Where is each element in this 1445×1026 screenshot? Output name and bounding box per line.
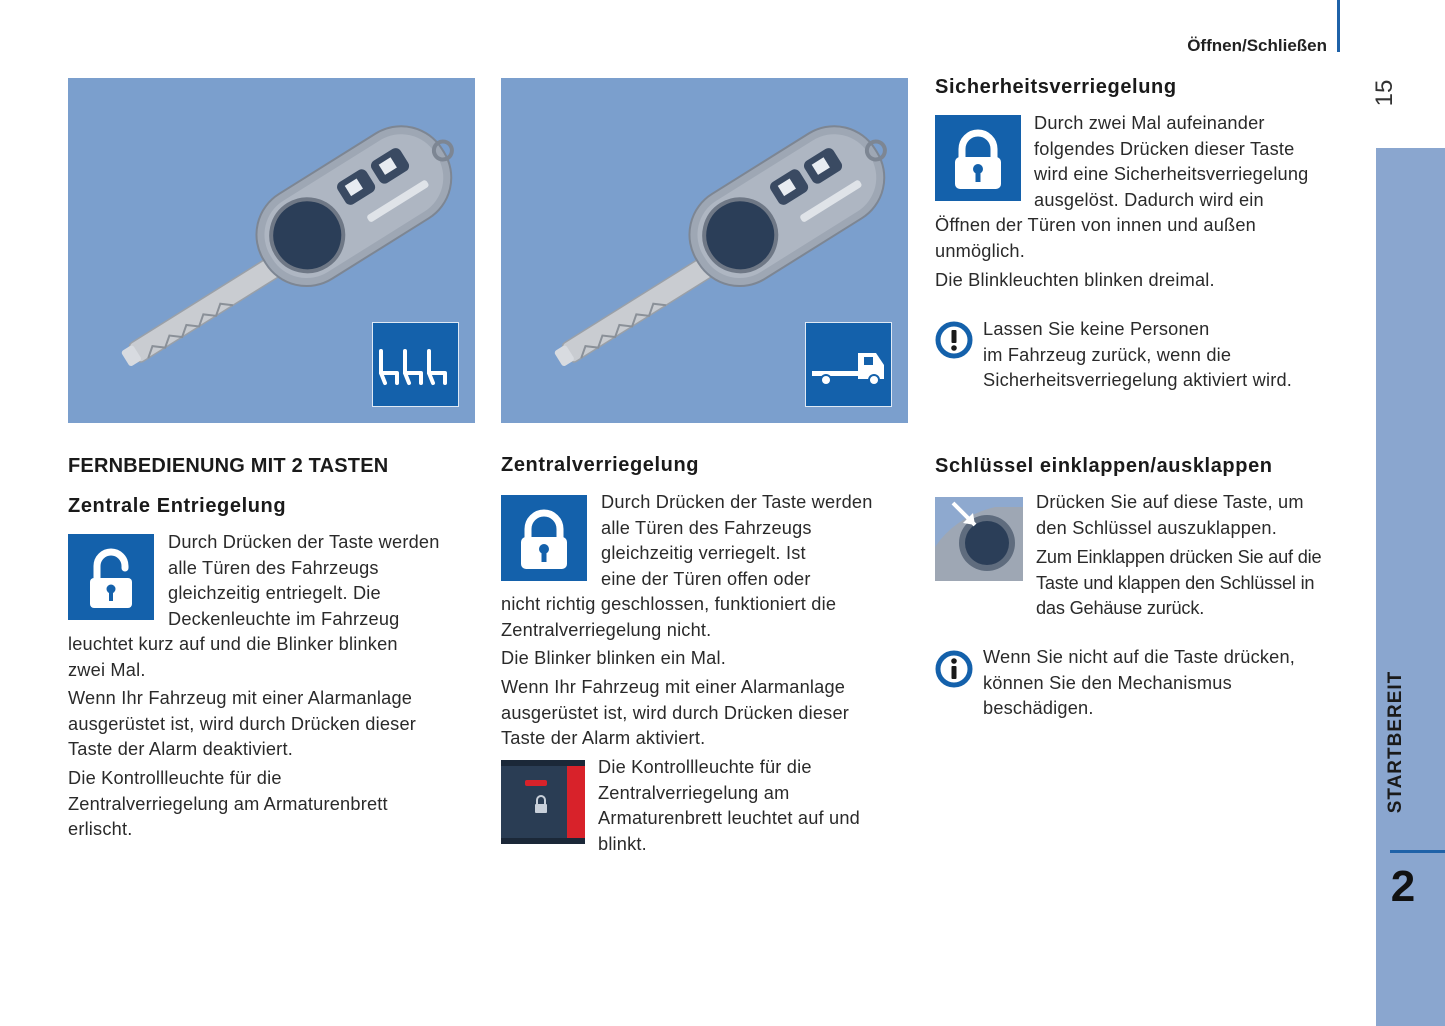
blink-three-times-paragraph: [935, 268, 1215, 294]
warning-note-text: [983, 317, 1292, 394]
text-line: Taste der Alarm aktiviert.: [501, 728, 706, 749]
text-line: Die Kontrollleuchte für die: [68, 768, 282, 788]
deadlock-text-continued: [935, 213, 1256, 264]
indicator-off-paragraph: [68, 766, 388, 843]
text-line: unmöglich.: [935, 240, 1025, 261]
text-line: blinkt.: [598, 833, 647, 854]
text-line: Durch Drücken der Taste werden: [601, 492, 873, 512]
text-line: ausgerüstet ist, wird durch Drücken dieser: [68, 713, 417, 734]
exclamation-warning-icon: [935, 321, 973, 359]
text-line: ausgelöst. Dadurch wird ein: [1034, 189, 1264, 210]
alarm-activation-paragraph: [501, 675, 849, 752]
passenger-seats-icon: [372, 322, 459, 407]
text-line: Zentralverriegelung nicht.: [501, 619, 712, 640]
info-note-text: [983, 645, 1295, 722]
text-line: Die Blinker blinken ein Mal.: [501, 648, 726, 668]
info-icon: [935, 650, 973, 688]
text-line: alle Türen des Fahrzeugs: [601, 517, 812, 538]
section-title-deadlocking: Sicherheitsverriegelung: [935, 76, 1177, 98]
chassis-cab-truck-icon: [805, 322, 892, 407]
text-line: zwei Mal.: [68, 659, 146, 680]
text-line: Öffnen der Türen von innen und außen: [935, 215, 1256, 235]
text-line: nicht richtig geschlossen, funktioniert die: [501, 594, 837, 614]
text-line: Lassen Sie keine Personen: [983, 319, 1210, 339]
text-line: können Sie den Mechanismus: [983, 672, 1232, 693]
text-line: Taste der Alarm deaktiviert.: [68, 739, 293, 760]
key-release-button-icon: [935, 497, 1023, 581]
text-line: im Fahrzeug zurück, wenn die: [983, 344, 1232, 365]
alarm-deactivation-paragraph: [68, 686, 416, 763]
text-line: eine der Türen offen oder: [601, 568, 811, 589]
text-line: Drücken Sie auf diese Taste, um: [1036, 492, 1304, 512]
text-line: folgendes Drücken dieser Taste: [1034, 138, 1295, 159]
text-line: den Schlüssel auszuklappen.: [1036, 517, 1277, 538]
chapter-number: 2: [1390, 862, 1416, 911]
page-number: 15: [1371, 79, 1398, 107]
chapter-tab-rule: [1390, 850, 1445, 853]
lock-text-continued: [501, 592, 836, 643]
text-line: Wenn Ihr Fahrzeug mit einer Alarmanlage: [68, 688, 413, 708]
text-line: Die Kontrollleuchte für die: [598, 757, 812, 777]
text-line: Durch Drücken der Taste werden: [168, 532, 440, 552]
dashboard-lock-indicator-icon: [501, 760, 585, 844]
text-line: das Gehäuse zurück.: [1036, 598, 1205, 619]
text-line: Durch zwei Mal aufeinander: [1034, 113, 1265, 133]
indicator-on-paragraph: [598, 755, 860, 857]
fold-key-paragraph: [1036, 545, 1321, 622]
header-rule: [1337, 0, 1340, 52]
unlocked-padlock-icon: [68, 534, 154, 620]
section-title-central-locking: Zentralverriegelung: [501, 454, 700, 476]
text-line: Deckenleuchte im Fahrzeug: [168, 608, 400, 629]
text-line: leuchtet kurz auf und die Blinker blinken: [68, 634, 398, 654]
subsection-title-unlocking: Zentrale Entriegelung: [68, 495, 287, 517]
text-line: Taste und klappen den Schlüssel in: [1036, 572, 1315, 593]
text-line: Armaturenbrett leuchtet auf und: [598, 808, 860, 829]
deadlock-text-beside-icon: [1034, 111, 1309, 213]
text-line: Die Blinkleuchten blinken dreimal.: [935, 270, 1215, 290]
locked-padlock-icon: [501, 495, 587, 581]
text-line: beschädigen.: [983, 698, 1094, 719]
running-header-title: Öffnen/Schließen: [1187, 36, 1327, 55]
section-title-key-fold: Schlüssel einklappen/ausklappen: [935, 455, 1273, 477]
unfold-key-paragraph: [1036, 490, 1304, 541]
text-line: ausgerüstet ist, wird durch Drücken dieser: [501, 702, 850, 723]
text-line: gleichzeitig verriegelt. Ist: [601, 543, 806, 564]
text-line: wird eine Sicherheitsverriegelung: [1034, 164, 1309, 185]
text-line: Wenn Sie nicht auf die Taste drücken,: [983, 647, 1296, 667]
text-line: Wenn Ihr Fahrzeug mit einer Alarmanlage: [501, 677, 846, 697]
key-fob-illustration-2: [501, 78, 908, 423]
key-fob-illustration-1: [68, 78, 475, 423]
blinker-once-paragraph: [501, 646, 726, 672]
text-line: erlischt.: [68, 819, 133, 840]
text-line: alle Türen des Fahrzeugs: [168, 557, 379, 578]
security-padlock-icon: [935, 115, 1021, 201]
unlock-text-beside-icon: [168, 530, 440, 632]
chapter-tab-label: STARTBEREIT: [1385, 670, 1406, 814]
text-line: Zentralverriegelung am: [598, 782, 790, 803]
section-title-remote: FERNBEDIENUNG MIT 2 TASTEN: [68, 455, 389, 477]
text-line: Zum Einklappen drücken Sie auf die: [1036, 547, 1322, 567]
text-line: Zentralverriegelung am Armaturenbrett: [68, 793, 388, 814]
chapter-tab: [1376, 148, 1445, 1026]
unlock-text-continued: [68, 632, 398, 683]
lock-text-beside-icon: [601, 490, 873, 592]
text-line: gleichzeitig entriegelt. Die: [168, 583, 381, 604]
text-line: Sicherheitsverriegelung aktiviert wird.: [983, 370, 1293, 391]
